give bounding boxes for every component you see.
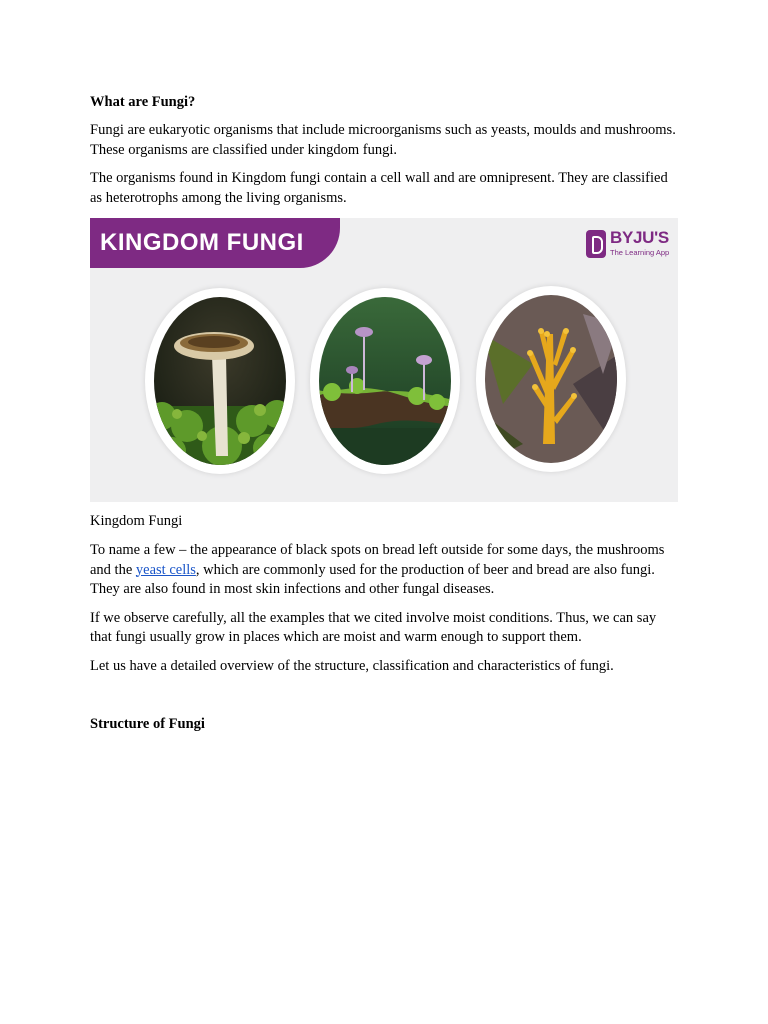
paragraph-examples <box>90 541 680 600</box>
yeast-cells-link[interactable]: yeast cells <box>135 561 196 578</box>
funnel-mushroom-image <box>145 288 295 474</box>
kingdom-fungi-banner-image <box>90 218 678 502</box>
page-title: What are Fungi? <box>90 94 196 110</box>
article-body <box>90 92 680 743</box>
logo-subtitle: The Learning App <box>610 248 670 257</box>
byjus-logo <box>586 228 670 262</box>
paragraph-examples-text-start: To name a few – the appearance of black spots on bread left outside for some days, the mushrooms and the <box>90 542 665 578</box>
paragraph-cell-wall: The organisms found in Kingdom fungi contain a cell wall and are omnipresent. They are classified as heterotrophs among the living organisms. <box>90 170 668 206</box>
section-title: Structure of Fungi <box>90 716 205 732</box>
banner-title-bar <box>90 218 340 268</box>
paragraph-intro: Fungi are eukaryotic organisms that include microorganisms such as yeasts, moulds and mushrooms. These organisms are classified under kingdom fungi. <box>90 122 676 158</box>
paragraph-examples-text-end: , which are commonly used for the production of beer and bread are also fungi. They are also found in most skin infections and other fungal diseases. <box>90 561 655 597</box>
paragraph-moist-conditions: If we observe carefully, all the examples that we cited involve moist conditions. Thus, we can say that fungi usually grow in places which are moist and warm enough to support them. <box>90 609 657 645</box>
coral-fungus-image <box>476 286 626 472</box>
paragraph-overview: Let us have a detailed overview of the structure, classification and characteristics of fungi. <box>90 657 614 674</box>
image-caption: Kingdom Fungi <box>90 513 183 529</box>
purple-mushrooms-image <box>310 288 460 474</box>
banner-title: KINGDOM FUNGI <box>100 229 304 256</box>
logo-text: BYJU'S <box>610 228 669 247</box>
byjus-logo-icon <box>586 230 606 258</box>
